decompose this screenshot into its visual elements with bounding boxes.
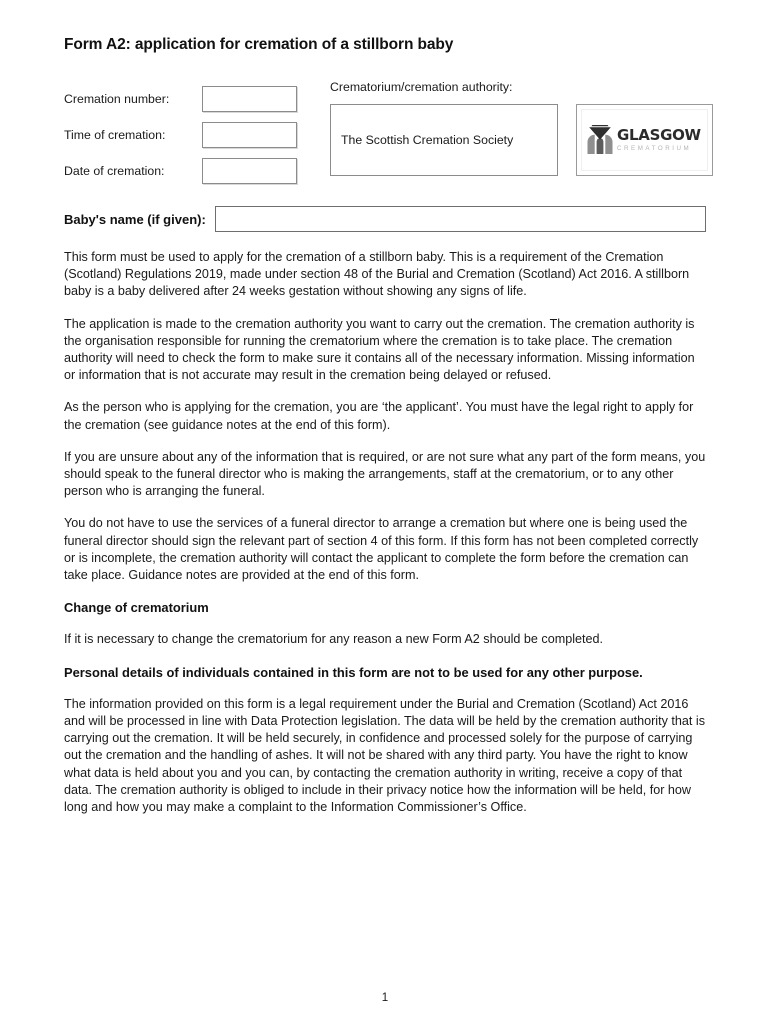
baby-name-label: Baby's name (if given):: [64, 211, 206, 227]
cremation-number-input[interactable]: [202, 86, 297, 112]
cremation-number-label: Cremation number:: [64, 91, 170, 106]
change-of-crematorium-paragraph: If it is necessary to change the crematorium for any reason a new Form A2 should be completed.: [64, 632, 604, 647]
date-of-cremation-label: Date of cremation:: [64, 163, 165, 178]
funeral-director-paragraph: You do not have to use the services of a funeral director to arrange a cremation but where one is being used the funeral director should sign the relevant part of section 4 of this form. If this form has not been completed correctly or is incomplete, the cremation authority will contact the applicant to complete the form before the cremation can take place. Guidance notes are provided at the end of this form.: [64, 516, 699, 583]
crematorium-authority-input[interactable]: [330, 104, 558, 176]
field-row-time-of-cremation: [64, 122, 322, 148]
crematorium-authority-group: [322, 80, 713, 176]
glasgow-crematorium-emblem-icon: [586, 125, 614, 155]
logo-wordmark: [617, 125, 701, 152]
personal-details-note: Personal details of individuals contained in this form are not to be used for any other purpose.: [64, 664, 643, 680]
page-title: Form A2: application for cremation of a stillborn baby: [64, 36, 454, 53]
page-number-footer: 1: [381, 992, 389, 1004]
application-paragraph: The application is made to the cremation authority you want to carry out the cremation. The cremation authority is the organisation responsible for running the crematorium where the cremation is to take place. The cremation authority will need to check the form to make sure it contains all of the necessary information. Missing information or information that is not accurate may result in the cremation being delayed or refused.: [64, 316, 695, 383]
date-of-cremation-input[interactable]: [202, 158, 297, 184]
applicant-paragraph: As the person who is applying for the cremation, you are ‘the applicant’. You must have the legal right to apply for the cremation (see guidance notes at the end of this form).: [64, 400, 694, 432]
body-content: [64, 249, 706, 816]
crematorium-authority-row: [330, 104, 713, 176]
intro-paragraph: This form must be used to apply for the cremation of a stillborn baby. This is a requirement of the Cremation (Scotland) Regulations 2019, made under section 48 of the Burial and Cremation (Scotland) Act 2016. A stillborn baby is a baby delivered after 24 weeks gestation without showing any signs of life.: [64, 250, 690, 299]
change-of-crematorium-heading: Change of crematorium: [64, 600, 209, 616]
baby-name-input[interactable]: [215, 206, 706, 232]
field-row-date-of-cremation: [64, 158, 322, 184]
data-protection-paragraph: The information provided on this form is a legal requirement under the Burial and Cremation (Scotland) Act 2016 and will be processed in line with Data Protection legislation. The data will be held by the cremation authority that is carrying out the cremation. It will be held securely, in confidence and processed solely for the purpose of carrying out the cremation and the handling of ashes. It will not be shared with any third party. You have the right to know what data is held about you and you can, by contacting the cremation authority in writing, receive a copy of that data. The cremation authority is obliged to include in their privacy notice how the information will be held, for how long and how you may make a complaint to the Information Commissioner’s Office.: [64, 696, 706, 815]
unsure-paragraph: If you are unsure about any of the information that is required, or are not sure what any part of the form means, you should speak to the funeral director who is making the arrangements, staff at the crematorium, or to any other person who is arranging the funeral.: [64, 449, 706, 499]
logo-secondary-text: CREMATORIUM: [617, 144, 692, 152]
header-form-block: [64, 80, 706, 184]
time-of-cremation-label: Time of cremation:: [64, 127, 166, 142]
baby-name-row: [64, 206, 706, 232]
crematorium-authority-label: Crematorium/cremation authority:: [330, 80, 513, 94]
logo-inner-frame: [581, 109, 708, 171]
crematorium-logo: [576, 104, 713, 176]
cremation-fields-group: [64, 80, 322, 184]
logo-primary-text: GLASGOW: [617, 125, 701, 144]
field-row-cremation-number: [64, 86, 322, 112]
crematorium-authority-value: The Scottish Cremation Society: [341, 133, 514, 147]
time-of-cremation-input[interactable]: [202, 122, 297, 148]
